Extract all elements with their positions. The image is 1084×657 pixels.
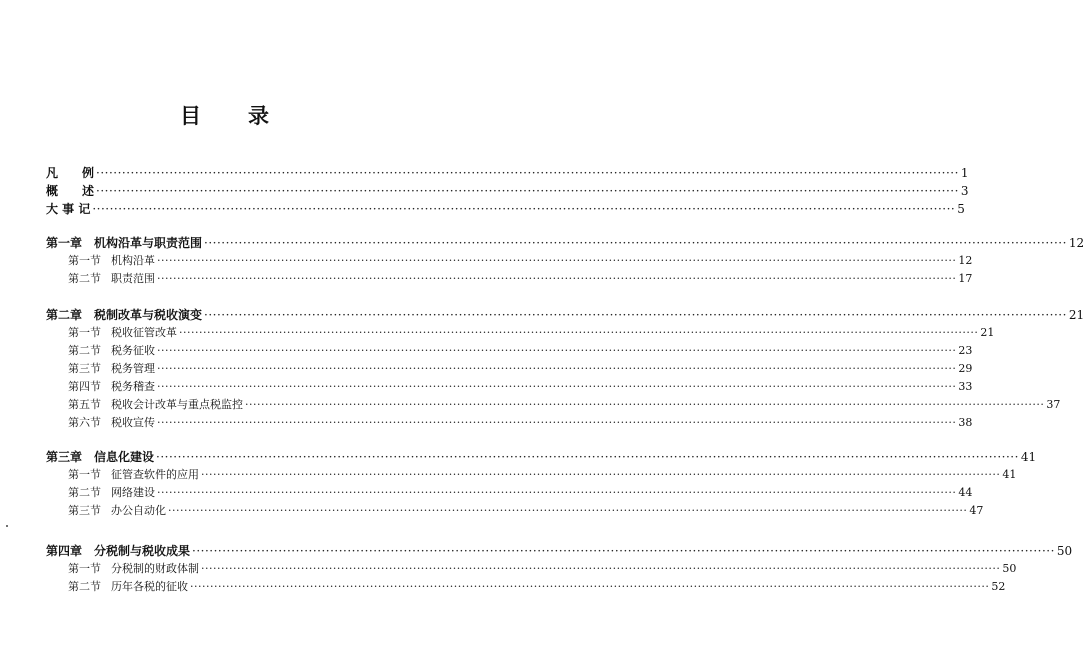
toc-chapter-1[interactable] — [46, 234, 1084, 252]
leader-dots: ········································································································································································································ — [204, 308, 1067, 322]
toc-section-2-4[interactable] — [68, 378, 973, 396]
section-title: 历年各税的征收 — [111, 580, 188, 593]
toc-section-1-2[interactable] — [68, 270, 973, 288]
title-char-1: 目 — [180, 104, 202, 128]
section-title: 税收会计改革与重点税监控 — [111, 398, 243, 411]
section-page: 50 — [1002, 562, 1017, 575]
chapter-label: 第三章 — [46, 450, 83, 464]
section-title: 税收征管改革 — [111, 326, 177, 339]
toc-chapter-4[interactable] — [46, 542, 1073, 560]
toc-entry-page: 3 — [960, 184, 969, 198]
section-title: 办公自动化 — [111, 504, 166, 517]
toc-section-2-5[interactable] — [68, 396, 1061, 414]
section-page: 33 — [958, 380, 973, 393]
leader-dots: ········································································································································································································ — [157, 416, 957, 429]
section-page: 41 — [1002, 468, 1017, 481]
leader-dots: ········································································································································································································ — [192, 544, 1055, 558]
section-label: 第二节 — [68, 344, 101, 357]
section-label: 第二节 — [68, 272, 101, 285]
toc-chapter-3[interactable] — [46, 448, 1037, 466]
leader-dots: ········································································································································································································ — [96, 166, 959, 180]
section-label: 第三节 — [68, 504, 101, 517]
section-page: 38 — [958, 416, 973, 429]
page-title — [0, 100, 450, 130]
leader-dots: ········································································································································································································ — [201, 468, 1001, 481]
toc-section-4-1[interactable] — [68, 560, 1017, 578]
section-title: 税务征收 — [111, 344, 155, 357]
section-label: 第一节 — [68, 468, 101, 481]
toc-entry-front-2[interactable] — [46, 182, 969, 200]
section-page: 37 — [1046, 398, 1061, 411]
section-page: 47 — [969, 504, 984, 517]
section-label: 第一节 — [68, 326, 101, 339]
toc-entry-label: 凡 例 — [46, 166, 95, 180]
chapter-page: 50 — [1056, 544, 1073, 558]
section-title: 网络建设 — [111, 486, 155, 499]
chapter-title: 税制改革与税收演变 — [94, 308, 203, 322]
chapter-title: 机构沿革与职责范围 — [94, 236, 203, 250]
toc-section-3-3[interactable] — [68, 502, 984, 520]
toc-entry-front-3[interactable] — [46, 200, 965, 218]
toc-entry-label: 大 事 记 — [46, 202, 91, 216]
title-char-2: 录 — [248, 104, 270, 128]
section-label: 第一节 — [68, 254, 101, 267]
leader-dots: ········································································································································································································ — [96, 184, 959, 198]
leader-dots: ········································································································································································································ — [157, 486, 957, 499]
section-page: 23 — [958, 344, 973, 357]
section-label: 第一节 — [68, 562, 101, 575]
section-label: 第六节 — [68, 416, 101, 429]
section-title: 税务管理 — [111, 362, 155, 375]
section-page: 21 — [980, 326, 995, 339]
section-page: 29 — [958, 362, 973, 375]
section-label: 第三节 — [68, 362, 101, 375]
toc-entry-page: 1 — [960, 166, 969, 180]
section-label: 第五节 — [68, 398, 101, 411]
chapter-label: 第四章 — [46, 544, 83, 558]
section-title: 税务稽查 — [111, 380, 155, 393]
section-title: 征管查软件的应用 — [111, 468, 199, 481]
section-page: 52 — [991, 580, 1006, 593]
section-label: 第四节 — [68, 380, 101, 393]
section-title: 机构沿革 — [111, 254, 155, 267]
section-page: 44 — [958, 486, 973, 499]
toc-section-2-6[interactable] — [68, 414, 973, 432]
toc-entry-page: 5 — [957, 202, 965, 216]
section-title: 分税制的财政体制 — [111, 562, 199, 575]
leader-dots: ········································································································································································································ — [190, 580, 990, 593]
section-title: 职责范围 — [111, 272, 155, 285]
chapter-page: 41 — [1020, 450, 1037, 464]
leader-dots: ········································································································································································································ — [157, 344, 957, 357]
leader-dots: ········································································································································································································ — [201, 562, 1001, 575]
toc-section-1-1[interactable] — [68, 252, 973, 270]
section-page: 17 — [958, 272, 973, 285]
chapter-page: 21 — [1068, 308, 1084, 322]
toc-section-2-3[interactable] — [68, 360, 973, 378]
toc-section-3-2[interactable] — [68, 484, 973, 502]
toc-entry-front-1[interactable] — [46, 164, 969, 182]
section-label: 第二节 — [68, 580, 101, 593]
leader-dots: ········································································································································································································ — [204, 236, 1067, 250]
leader-dots: ········································································································································································································ — [168, 504, 968, 517]
leader-dots: ········································································································································································································ — [157, 362, 957, 375]
chapter-title: 分税制与税收成果 — [94, 544, 191, 558]
section-title: 税收宣传 — [111, 416, 155, 429]
leader-dots: ········································································································································································································ — [157, 254, 957, 267]
toc-section-4-2[interactable] — [68, 578, 1006, 596]
leader-dots: ········································································································································································································ — [92, 202, 956, 216]
section-label: 第二节 — [68, 486, 101, 499]
leader-dots: ········································································································································································································ — [179, 326, 979, 339]
scan-speck — [6, 525, 8, 527]
toc-section-2-2[interactable] — [68, 342, 973, 360]
chapter-label: 第二章 — [46, 308, 83, 322]
leader-dots: ········································································································································································································ — [157, 380, 957, 393]
chapter-label: 第一章 — [46, 236, 83, 250]
section-page: 12 — [958, 254, 973, 267]
toc-chapter-2[interactable] — [46, 306, 1084, 324]
toc-section-3-1[interactable] — [68, 466, 1017, 484]
toc-entry-label: 概 述 — [46, 184, 95, 198]
chapter-title: 信息化建设 — [94, 450, 155, 464]
leader-dots: ········································································································································································································ — [245, 398, 1045, 411]
toc-section-2-1[interactable] — [68, 324, 995, 342]
leader-dots: ········································································································································································································ — [157, 272, 957, 285]
chapter-page: 12 — [1068, 236, 1084, 250]
leader-dots: ········································································································································································································ — [156, 450, 1019, 464]
